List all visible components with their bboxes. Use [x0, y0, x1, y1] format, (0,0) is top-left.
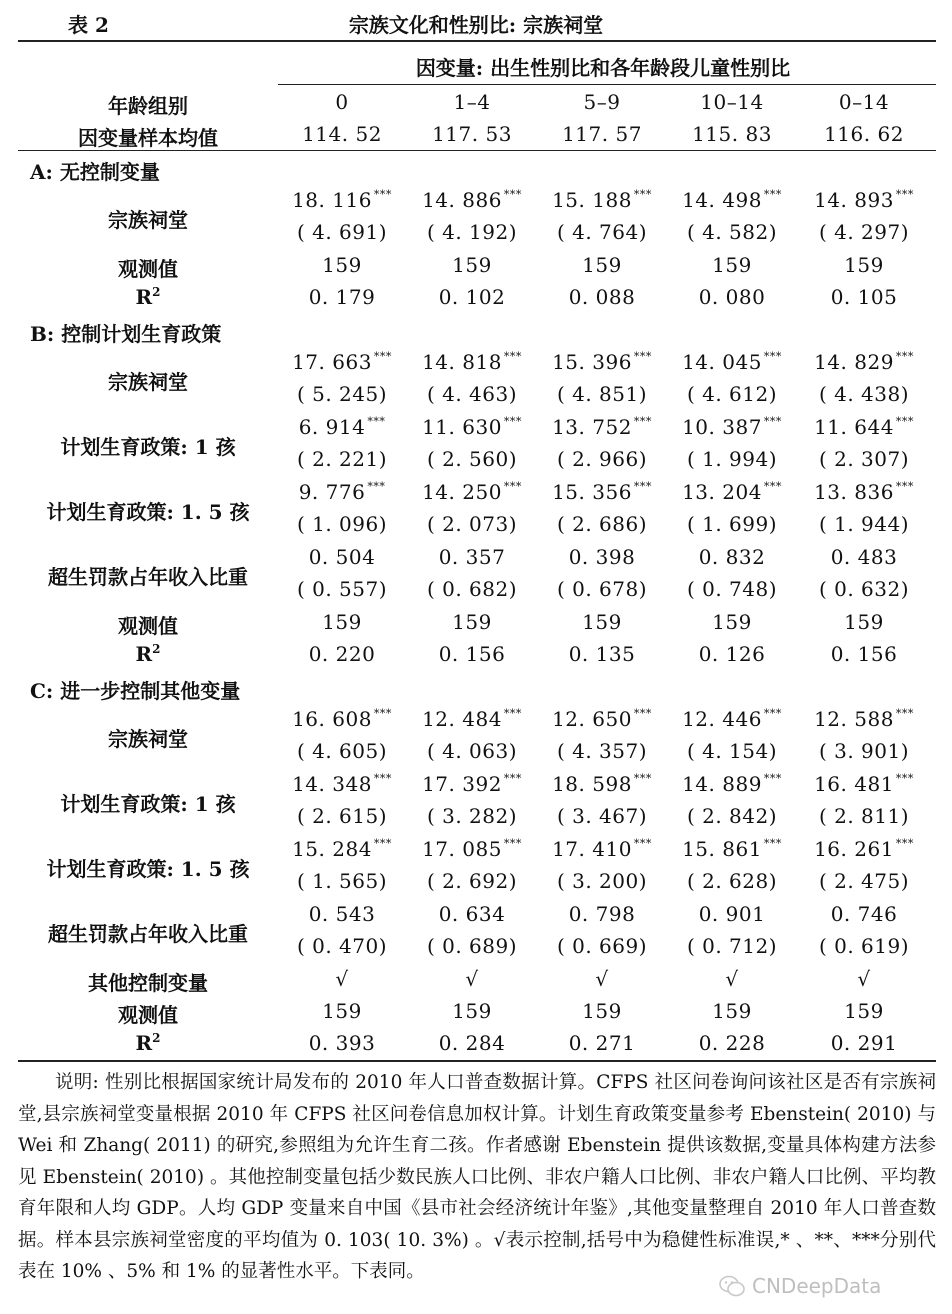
coef-value: 15. 861: [682, 837, 762, 861]
row-label-a-r2: [38, 285, 258, 309]
significance-stars: ***: [367, 415, 386, 428]
coef-value: 16. 481: [814, 772, 894, 796]
coef-value: 0. 798: [568, 902, 636, 926]
coef-cell: [800, 545, 928, 569]
standard-error-cell: ( 1. 994): [686, 447, 778, 471]
row-label-b-p1: [38, 431, 258, 460]
significance-stars: ***: [373, 188, 392, 201]
age-group-label: 年龄组别: [108, 94, 188, 118]
standard-error-cell: ( 3. 200): [556, 869, 648, 893]
significance-stars: ***: [763, 415, 782, 428]
coef-value: 0. 543: [308, 902, 376, 926]
coef-value: 0. 357: [438, 545, 506, 569]
standard-error-cell: ( 2. 692): [426, 869, 518, 893]
coef-cell: [668, 707, 796, 731]
dependent-variable-header: 因变量: 出生性别比和各年龄段儿童性别比: [415, 56, 791, 80]
coef-cell: [408, 707, 536, 731]
coef-value: 0. 901: [698, 902, 766, 926]
coef-value: 14. 498: [682, 188, 762, 212]
significance-stars: ***: [895, 350, 914, 363]
significance-stars: ***: [633, 480, 652, 493]
significance-stars: ***: [633, 837, 652, 850]
coef-cell: [538, 188, 666, 212]
row-label-text: R: [135, 1031, 153, 1055]
coef-value: 18. 598: [552, 772, 632, 796]
row-label-b-r2: [38, 642, 258, 666]
value-cell: 159: [582, 253, 622, 277]
coef-value: 16. 608: [292, 707, 372, 731]
header-bottom-rule: [18, 150, 936, 151]
row-label-text: 观测值: [118, 1003, 178, 1027]
standard-error-cell: ( 2. 966): [556, 447, 648, 471]
row-label-b-fine: [38, 561, 258, 590]
value-cell: 159: [322, 610, 362, 634]
coef-cell: [278, 902, 406, 926]
value-cell: 159: [844, 610, 884, 634]
significance-stars: ***: [373, 350, 392, 363]
coef-value: 13. 752: [552, 415, 632, 439]
coef-value: 0. 483: [830, 545, 898, 569]
coef-value: 0. 746: [830, 902, 898, 926]
coef-cell: [278, 415, 406, 439]
coef-value: 0. 634: [438, 902, 506, 926]
standard-error-cell: ( 2. 842): [686, 804, 778, 828]
row-label-text: 超生罚款占年收入比重: [48, 922, 248, 946]
significance-stars: ***: [373, 837, 392, 850]
age-group-1: 1–4: [453, 90, 491, 114]
coef-cell: [408, 837, 536, 861]
coef-value: 12. 588: [814, 707, 894, 731]
check-mark: √: [857, 967, 871, 991]
standard-error-cell: ( 0. 748): [686, 577, 778, 601]
value-cell: 159: [452, 610, 492, 634]
coef-cell: [538, 545, 666, 569]
row-label-text: R: [135, 642, 153, 666]
check-mark: √: [595, 967, 609, 991]
coef-cell: [408, 188, 536, 212]
value-cell: 0. 393: [308, 1031, 376, 1055]
coef-cell: [800, 480, 928, 504]
significance-stars: ***: [895, 707, 914, 720]
significance-stars: ***: [503, 772, 522, 785]
coef-cell: [668, 902, 796, 926]
coef-cell: [800, 902, 928, 926]
coef-cell: [278, 772, 406, 796]
coef-value: 17. 663: [292, 350, 372, 374]
sample-mean-2: 117. 57: [562, 122, 642, 146]
coef-cell: [668, 772, 796, 796]
coef-value: 16. 261: [814, 837, 894, 861]
standard-error-cell: ( 0. 678): [556, 577, 648, 601]
coef-value: 17. 085: [422, 837, 502, 861]
row-label-c-clan: [38, 723, 258, 752]
coef-cell: [278, 480, 406, 504]
significance-stars: ***: [763, 837, 782, 850]
row-label-a-obs: [38, 253, 258, 282]
standard-error-cell: ( 0. 632): [818, 577, 910, 601]
significance-stars: ***: [895, 772, 914, 785]
section-a-title: A: 无控制变量: [30, 160, 160, 184]
significance-stars: ***: [633, 707, 652, 720]
coef-cell: [668, 480, 796, 504]
coef-cell: [538, 707, 666, 731]
coef-cell: [278, 188, 406, 212]
coef-cell: [800, 837, 928, 861]
coef-cell: [278, 707, 406, 731]
standard-error-cell: ( 0. 669): [556, 934, 648, 958]
table-note-text: 说明: 性别比根据国家统计局发布的 2010 年人口普查数据计算。CFPS 社区问卷询问该社区是否有宗族祠堂,县宗族祠堂变量根据 2010 年 CFPS 社区问卷信息加权计算。计划生育政策变量参考 Ebenstein( 2010) 与 Wei 和 Zhang( 2011) 的研究,参照组为允许生育二孩。作者感谢 Ebenstein 提供该数据,变量具体构建方法参见 Ebenstein( 2010) 。其他控制变量包括少数民族人口比例、非农户籍人口比例、非农户籍人口比例、平均教育年限和人均 GDP。人均 GDP 变量来自中国《县市社会经济统计年鉴》,其他变量整理自 2010 年人口普查数据。样本县宗族祠堂密度的平均值为 0. 103( 10. 3%) 。√表示控制,括号中为稳健性标准误,* 、**、***分别代表在 10% 、5% 和 1% 的显著性水平。下表同。: [18, 1072, 936, 1282]
coef-value: 10. 387: [682, 415, 762, 439]
standard-error-cell: ( 4. 438): [818, 382, 910, 406]
coef-cell: [800, 772, 928, 796]
significance-stars: ***: [633, 415, 652, 428]
standard-error-cell: ( 2. 307): [818, 447, 910, 471]
coef-value: 13. 204: [682, 480, 762, 504]
standard-error-cell: ( 2. 221): [296, 447, 388, 471]
significance-stars: ***: [503, 480, 522, 493]
significance-stars: ***: [633, 772, 652, 785]
check-mark: √: [335, 967, 349, 991]
standard-error-cell: ( 2. 615): [296, 804, 388, 828]
row-label-c-obs: [38, 999, 258, 1028]
coef-value: 11. 644: [814, 415, 894, 439]
standard-error-cell: ( 0. 557): [296, 577, 388, 601]
coef-cell: [800, 188, 928, 212]
sample-mean-0: 114. 52: [302, 122, 382, 146]
coef-cell: [408, 480, 536, 504]
coef-cell: [538, 480, 666, 504]
value-cell: 159: [844, 999, 884, 1023]
coef-cell: [408, 415, 536, 439]
standard-error-cell: ( 4. 357): [556, 739, 648, 763]
coef-cell: [538, 837, 666, 861]
coef-cell: [408, 350, 536, 374]
row-label-c-p1: [38, 788, 258, 817]
coef-cell: [668, 415, 796, 439]
row-label-a-clan: [38, 204, 258, 233]
row-label-text: 计划生育政策: 1 孩: [60, 435, 236, 459]
significance-stars: ***: [503, 707, 522, 720]
sample-mean-label: 因变量样本均值: [78, 126, 218, 150]
standard-error-cell: ( 4. 764): [556, 220, 648, 244]
significance-stars: ***: [503, 188, 522, 201]
standard-error-cell: ( 0. 712): [686, 934, 778, 958]
value-cell: 159: [322, 253, 362, 277]
coef-value: 14. 348: [292, 772, 372, 796]
standard-error-cell: ( 4. 192): [426, 220, 518, 244]
standard-error-cell: ( 0. 689): [426, 934, 518, 958]
row-label-text: R: [135, 285, 153, 309]
coef-value: 0. 832: [698, 545, 766, 569]
coef-value: 12. 484: [422, 707, 502, 731]
standard-error-cell: ( 1. 944): [818, 512, 910, 536]
age-group-2: 5–9: [583, 90, 621, 114]
age-group-4: 0–14: [838, 90, 890, 114]
coef-value: 13. 836: [814, 480, 894, 504]
coef-value: 15. 356: [552, 480, 632, 504]
coef-cell: [408, 545, 536, 569]
coef-value: 14. 045: [682, 350, 762, 374]
coef-value: 0. 504: [308, 545, 376, 569]
coef-cell: [800, 707, 928, 731]
standard-error-cell: ( 1. 565): [296, 869, 388, 893]
coef-cell: [668, 188, 796, 212]
row-label-text: 计划生育政策: 1 孩: [60, 792, 236, 816]
coef-cell: [800, 415, 928, 439]
value-cell: 159: [452, 999, 492, 1023]
row-label-c-p15: [38, 853, 258, 882]
standard-error-cell: ( 1. 096): [296, 512, 388, 536]
value-cell: 0. 135: [568, 642, 636, 666]
standard-error-cell: ( 4. 463): [426, 382, 518, 406]
coef-cell: [668, 545, 796, 569]
value-cell: 0. 284: [438, 1031, 506, 1055]
sample-mean-1: 117. 53: [432, 122, 512, 146]
standard-error-cell: ( 5. 245): [296, 382, 388, 406]
coef-cell: [538, 902, 666, 926]
row-label-text: 其他控制变量: [88, 971, 208, 995]
top-rule: [18, 40, 936, 42]
value-cell: 159: [322, 999, 362, 1023]
superscript: 2: [152, 285, 161, 299]
coef-value: 0. 398: [568, 545, 636, 569]
coef-cell: [538, 415, 666, 439]
value-cell: 0. 179: [308, 285, 376, 309]
coef-value: 14. 818: [422, 350, 502, 374]
standard-error-cell: ( 0. 470): [296, 934, 388, 958]
age-group-row: [0, 90, 952, 122]
row-label-c-ctrl: [38, 967, 258, 996]
coef-value: 14. 829: [814, 350, 894, 374]
significance-stars: ***: [373, 772, 392, 785]
coef-cell: [668, 350, 796, 374]
standard-error-cell: ( 2. 073): [426, 512, 518, 536]
standard-error-cell: ( 2. 686): [556, 512, 648, 536]
value-cell: 0. 105: [830, 285, 898, 309]
standard-error-cell: ( 4. 612): [686, 382, 778, 406]
row-label-b-clan: [38, 366, 258, 395]
table-note: [18, 1067, 936, 1288]
standard-error-cell: ( 4. 691): [296, 220, 388, 244]
table-number: 表 2: [68, 13, 109, 37]
value-cell: 0. 102: [438, 285, 506, 309]
row-label-b-obs: [38, 610, 258, 639]
significance-stars: ***: [895, 188, 914, 201]
coef-value: 14. 886: [422, 188, 502, 212]
significance-stars: ***: [503, 350, 522, 363]
coef-value: 9. 776: [298, 480, 366, 504]
coef-value: 11. 630: [422, 415, 502, 439]
standard-error-cell: ( 4. 851): [556, 382, 648, 406]
coef-cell: [408, 772, 536, 796]
standard-error-cell: ( 4. 154): [686, 739, 778, 763]
row-label-b-p15: [38, 496, 258, 525]
significance-stars: ***: [633, 188, 652, 201]
watermark: CNDeepData: [752, 1274, 882, 1298]
row-label-text: 计划生育政策: 1. 5 孩: [46, 500, 250, 524]
value-cell: 159: [712, 253, 752, 277]
coef-cell: [278, 837, 406, 861]
coef-value: 6. 914: [298, 415, 366, 439]
row-label-text: 超生罚款占年收入比重: [48, 565, 248, 589]
significance-stars: ***: [763, 707, 782, 720]
significance-stars: ***: [763, 772, 782, 785]
wechat-icon: [718, 1272, 746, 1300]
header-subrule: [278, 84, 936, 85]
coef-value: 18. 116: [292, 188, 372, 212]
coef-cell: [800, 350, 928, 374]
coef-value: 15. 284: [292, 837, 372, 861]
value-cell: 0. 126: [698, 642, 766, 666]
significance-stars: ***: [763, 350, 782, 363]
significance-stars: ***: [895, 480, 914, 493]
row-label-c-fine: [38, 918, 258, 947]
bottom-rule: [18, 1060, 936, 1062]
coef-value: 17. 410: [552, 837, 632, 861]
standard-error-cell: ( 3. 282): [426, 804, 518, 828]
standard-error-cell: ( 2. 475): [818, 869, 910, 893]
check-mark: √: [465, 967, 479, 991]
standard-error-cell: ( 0. 619): [818, 934, 910, 958]
row-label-text: 计划生育政策: 1. 5 孩: [46, 857, 250, 881]
sample-mean-4: 116. 62: [824, 122, 904, 146]
row-label-text: 观测值: [118, 257, 178, 281]
coef-value: 15. 396: [552, 350, 632, 374]
section-c-title: C: 进一步控制其他变量: [30, 679, 241, 703]
value-cell: 159: [452, 253, 492, 277]
age-group-0: 0: [335, 90, 349, 114]
coef-value: 15. 188: [552, 188, 632, 212]
significance-stars: ***: [633, 350, 652, 363]
standard-error-cell: ( 2. 811): [818, 804, 910, 828]
coef-cell: [278, 545, 406, 569]
value-cell: 0. 220: [308, 642, 376, 666]
check-mark: √: [725, 967, 739, 991]
section-b-title: B: 控制计划生育政策: [30, 322, 222, 346]
standard-error-cell: ( 2. 560): [426, 447, 518, 471]
row-label-text: 观测值: [118, 614, 178, 638]
standard-error-cell: ( 2. 628): [686, 869, 778, 893]
coef-cell: [538, 772, 666, 796]
coef-value: 12. 446: [682, 707, 762, 731]
significance-stars: ***: [895, 837, 914, 850]
value-cell: 159: [582, 999, 622, 1023]
value-cell: 0. 088: [568, 285, 636, 309]
coef-cell: [538, 350, 666, 374]
superscript: 2: [152, 642, 161, 656]
significance-stars: ***: [503, 837, 522, 850]
age-group-3: 10–14: [700, 90, 764, 114]
coef-cell: [408, 902, 536, 926]
coef-value: 17. 392: [422, 772, 502, 796]
standard-error-cell: ( 0. 682): [426, 577, 518, 601]
value-cell: 0. 228: [698, 1031, 766, 1055]
value-cell: 0. 080: [698, 285, 766, 309]
standard-error-cell: ( 3. 467): [556, 804, 648, 828]
standard-error-cell: ( 3. 901): [818, 739, 910, 763]
significance-stars: ***: [367, 480, 386, 493]
standard-error-cell: ( 4. 582): [686, 220, 778, 244]
row-label-c-r2: [38, 1031, 258, 1055]
table-title: 宗族文化和性别比: 宗族祠堂: [348, 13, 604, 37]
significance-stars: ***: [895, 415, 914, 428]
standard-error-cell: ( 4. 063): [426, 739, 518, 763]
significance-stars: ***: [373, 707, 392, 720]
value-cell: 159: [712, 610, 752, 634]
standard-error-cell: ( 1. 699): [686, 512, 778, 536]
coef-value: 14. 250: [422, 480, 502, 504]
row-label-text: 宗族祠堂: [108, 208, 188, 232]
value-cell: 0. 291: [830, 1031, 898, 1055]
value-cell: 159: [844, 253, 884, 277]
value-cell: 0. 271: [568, 1031, 636, 1055]
significance-stars: ***: [503, 415, 522, 428]
coef-value: 14. 889: [682, 772, 762, 796]
coef-value: 14. 893: [814, 188, 894, 212]
standard-error-cell: ( 4. 605): [296, 739, 388, 763]
value-cell: 0. 156: [830, 642, 898, 666]
row-label-text: 宗族祠堂: [108, 727, 188, 751]
table-title-row: [0, 0, 952, 40]
coef-value: 12. 650: [552, 707, 632, 731]
value-cell: 0. 156: [438, 642, 506, 666]
significance-stars: ***: [763, 480, 782, 493]
standard-error-cell: ( 4. 297): [818, 220, 910, 244]
superscript: 2: [152, 1031, 161, 1045]
significance-stars: ***: [763, 188, 782, 201]
coef-cell: [278, 350, 406, 374]
value-cell: 159: [582, 610, 622, 634]
value-cell: 159: [712, 999, 752, 1023]
coef-cell: [668, 837, 796, 861]
row-label-text: 宗族祠堂: [108, 370, 188, 394]
sample-mean-3: 115. 83: [692, 122, 772, 146]
